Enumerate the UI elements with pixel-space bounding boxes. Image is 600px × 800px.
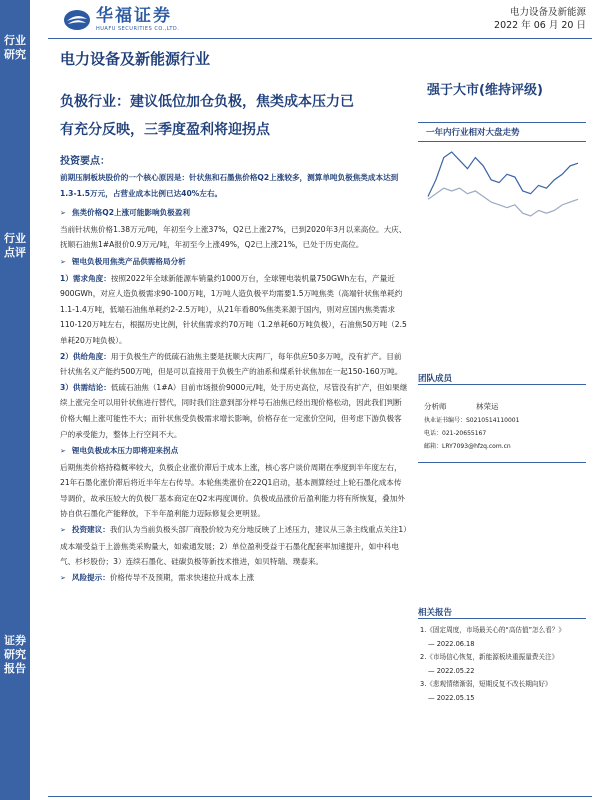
related-divider: [418, 618, 586, 619]
related-report-link[interactable]: 2.《市场信心恢复，新能源板块重振量费关注》: [420, 653, 559, 661]
invest-points-label: 投资要点：: [60, 156, 110, 167]
section-paragraph: 2）供给角度：用于负极生产的低硫石油焦主要是抚顺大庆两厂，每年供应50多万吨，没有扩产。目前针状焦名义产能约500万吨，但是可以直接用于负极生产的油系和煤系针状焦加在一起150-160万吨。: [60, 351, 403, 377]
logo-mark-icon: [62, 8, 92, 32]
section-paragraph: ➢ 风险提示：价格传导不及预期，需求快速拉升成本上涨: [60, 572, 255, 582]
rating: 强于大市(维持评级): [427, 83, 543, 98]
analyst-phone: 电话：021-20655167: [424, 430, 487, 437]
header-meta: [494, 6, 586, 32]
arrow-icon: ➢: [60, 573, 66, 582]
related-report-date: — 2022.06.18: [428, 639, 475, 648]
doc-type: 电力设备及新能源: [509, 7, 586, 18]
arrow-icon: ➢: [60, 447, 66, 456]
chart-series-line-1: [428, 188, 578, 216]
chart-title: 一年内行业相对大盘走势: [426, 128, 520, 138]
section-paragraph: 1）需求角度：按照2022年全球新能源车销量约1000万台，全球锂电装机量750GWh左右，产量近900GWh，对应人造负极需求90-100万吨，1万吨人造负极平均需要1.5万吨焦类（高端针状焦单耗约1.1-1.4万吨，低端石油焦单耗约2-2.5万吨），从21年看80%焦类来源于国内，则对应国内焦类需求110-120万吨左右，根据历史比例，针状焦需求约70万吨（1.2单耗60万吨负极），石油焦50万吨（2.5单耗20万吨负极）。: [60, 273, 407, 345]
team-divider: [418, 384, 586, 385]
footer-divider: [48, 796, 592, 797]
sidebar-label-industry-review: 行业点评: [4, 232, 26, 259]
related-report-link[interactable]: 3.《悲观情绪渐弱，短期反复不改长期向好》: [420, 680, 552, 688]
section-heading: ➢ 锂电负极成本压力即将迎来拐点: [60, 446, 179, 456]
section-paragraph: 3）供需结论：低硫石油焦（1#A）目前市场报价9000元/吨，处于历史高位，尽管没有扩产，但如果继续上涨完全可以用针状焦进行替代，同时我们注意到部分样号石油焦已经出现价格松动，因此我们判断价格大幅上涨可能性不大；而针状焦受负极需求增长影响，价格存在一定涨价空间，但考虑下游负极客户的承受能力，整体上行空间不大。: [60, 382, 408, 439]
logo-text-cn: 华福证券: [96, 6, 172, 26]
analyst-role: 分析师: [424, 402, 447, 411]
report-title-line1: 负极行业：建议低位加仓负极，焦类成本压力已: [60, 94, 354, 110]
section-heading: ➢ 锂电负极用焦类产品供需格局分析: [60, 256, 186, 266]
arrow-icon: ➢: [60, 209, 66, 218]
related-report-link[interactable]: 1.《固定周度，市场最关心的“高估值”怎么看？》: [420, 626, 565, 634]
sidebar-label-securities-report: 证券研究报告: [4, 634, 26, 675]
section-paragraph: 后期焦类价格持稳概率较大，负极企业涨价滞后于成本上涨，核心客户谈价周期在季度到半年度左右，21年石墨化涨价滞后将近半年左右传导。本轮焦类涨价在22Q1启动，基本测算经过上轮石墨化成本传导调价，故承压较大的负极厂基本商定在Q2末再度调价。负极成品涨价后盈利能力将有所恢复，叠加外协自供石墨化产能释放，下半年盈利能力迈际修复会更明显。: [60, 462, 405, 519]
analyst-license: 执业证书编号：S0210514110001: [424, 417, 520, 424]
sidebar: [0, 0, 30, 800]
logo: [62, 6, 179, 33]
related-report-date: — 2022.05.22: [428, 666, 475, 675]
section-paragraph: ➢ 投资建议：我们认为当前负极头部厂商股价较为充分地反映了上述压力，建议从三条主线重点关注1）成本端受益于上游焦类采购量大，如索通发展；2）单位盈利受益于石墨化配套率加速提升，如中科电气、杉杉股份；3）连续石墨化、硅碳负极等新技术推进，如贝特瑞、璞泰来。: [60, 525, 408, 567]
logo-text-en: HUAFU SECURITIES CO.,LTD.: [96, 26, 180, 32]
related-reports-list: [420, 624, 586, 705]
analyst-name: 林荣运: [476, 402, 499, 411]
lead-paragraph: 前期压制板块股价的一个核心原因是：针状焦和石墨焦价格Q2上涨较多，测算单吨负极焦类成本达到1.3-1.5万元，占营业成本比例已达40%左右。: [60, 173, 399, 198]
arrow-icon: ➢: [60, 257, 66, 266]
report-date: 2022 年 06 月 20 日: [494, 20, 586, 31]
team-bottom-divider: [418, 462, 586, 463]
team-title: 团队成员: [418, 374, 453, 384]
sidebar-label-industry-research: 行业研究: [4, 34, 26, 61]
section-heading: ➢ 焦类价格Q2上涨可能影响负极盈利: [60, 208, 190, 218]
section-paragraph: 当前针状焦价格1.38万元/吨，年初至今上涨37%，Q2已上涨27%，已到2020年3月以来高位。大庆、抚顺石油焦1#A报价0.9万元/吨，年初至今上涨49%，Q2已上涨21%，已处于历史高位。: [60, 224, 407, 250]
analyst-email[interactable]: 邮箱：LRY7093@hfzq.com.cn: [424, 443, 511, 450]
performance-chart: [418, 144, 586, 226]
industry-title: 电力设备及新能源行业: [60, 50, 211, 68]
analyst-info: [424, 400, 519, 453]
related-reports-title: 相关报告: [418, 608, 453, 618]
report-title: [60, 88, 405, 144]
chart-series-line-0: [428, 152, 578, 197]
report-title-line2: 有充分反映，三季度盈利将迎拐点: [60, 122, 270, 138]
chart-title-box: [418, 122, 586, 142]
related-report-date: — 2022.05.15: [428, 693, 475, 702]
arrow-icon: ➢: [60, 526, 66, 535]
report-body: [60, 170, 408, 586]
header-divider: [48, 38, 592, 39]
